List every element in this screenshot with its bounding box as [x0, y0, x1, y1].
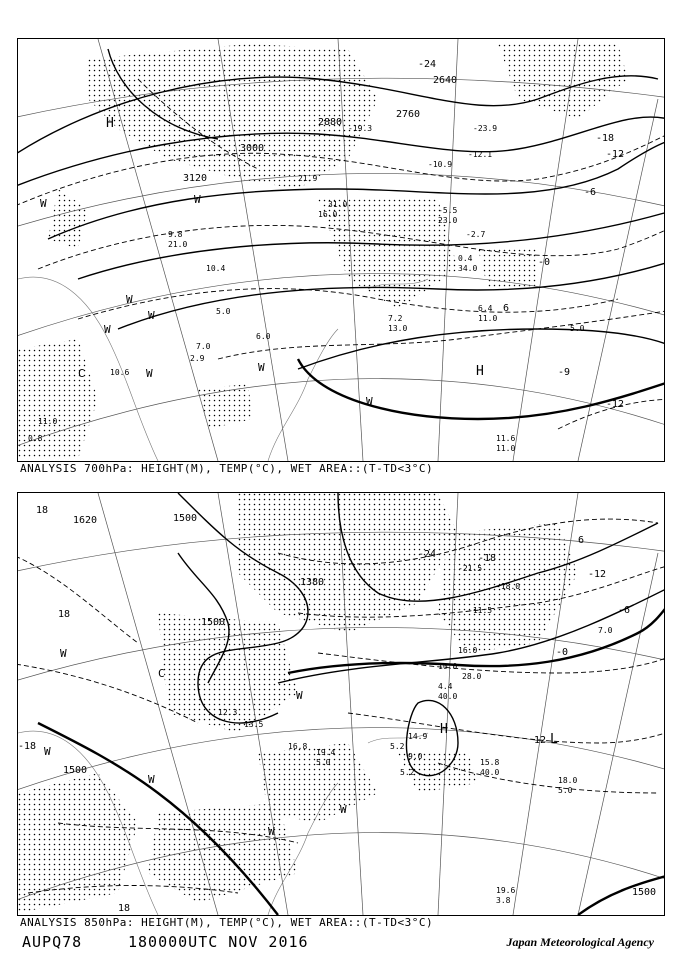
station-value: -11.5	[468, 606, 493, 615]
temp-label: -24	[418, 59, 437, 70]
station-value: 0.4	[458, 254, 473, 263]
caption-850hpa: ANALYSIS 850hPa: HEIGHT(M), TEMP(°C), WET AREA::(T-TD<3°C)	[20, 916, 434, 929]
station-value: 11.0	[478, 314, 498, 323]
station-value: 34.0	[458, 264, 478, 273]
station-value: 4.4	[438, 682, 453, 691]
station-value: 31.0	[328, 200, 348, 209]
warm-symbol: W	[60, 647, 67, 660]
station-value: 5.0	[316, 758, 331, 767]
temp-label: -18	[596, 133, 615, 144]
temp-label: -18	[478, 553, 497, 564]
temp-label: 18	[58, 609, 71, 620]
station-value: 7.0	[196, 342, 211, 351]
cold-symbol: C	[78, 367, 85, 380]
station-value: 19.6	[496, 886, 516, 895]
map-850hpa	[18, 493, 664, 915]
temp-label: -18	[18, 741, 37, 752]
station-value: -18.0	[496, 582, 521, 591]
station-value: 10.6	[110, 368, 130, 377]
station-value: 6.4	[478, 304, 493, 313]
warm-symbol: W	[146, 367, 153, 380]
temp-label: 6	[578, 535, 585, 546]
warm-symbol: W	[148, 773, 155, 786]
temp-label: -12	[588, 569, 607, 580]
station-value: 23.0	[438, 216, 458, 225]
temp-label: -6	[584, 187, 597, 198]
low-pressure-symbol: L	[550, 732, 558, 747]
caption-700hpa: ANALYSIS 700hPa: HEIGHT(M), TEMP(°C), WET AREA::(T-TD<3°C)	[20, 462, 434, 475]
station-value: -2.7	[466, 230, 486, 239]
temp-label: 18	[36, 505, 49, 516]
temp-label: -12	[606, 149, 625, 160]
station-value: 16.0	[458, 646, 478, 655]
station-value: 14.9	[408, 732, 428, 741]
station-value: 40.0	[480, 768, 500, 777]
warm-symbol: W	[44, 745, 51, 758]
station-value: 11.0	[38, 417, 58, 426]
temp-label: 6	[503, 303, 510, 314]
station-value: 21.0	[168, 240, 188, 249]
wet-area-stipple	[18, 44, 628, 459]
station-value: 15.8	[480, 758, 500, 767]
station-value: 9.0	[408, 752, 423, 761]
station-value: 3.8	[496, 896, 511, 905]
height-label: 3000	[240, 143, 265, 154]
station-value: 0.8	[28, 434, 43, 443]
station-value: 10.4	[206, 264, 226, 273]
temp-label: -0	[556, 647, 569, 658]
station-value: 13.0	[388, 324, 408, 333]
station-value: -10.9	[428, 160, 453, 169]
station-value: -12.1	[468, 150, 493, 159]
station-value: 9.8	[168, 230, 183, 239]
station-value: -5.5	[438, 206, 458, 215]
warm-symbol: W	[126, 293, 133, 306]
station-value: 28.0	[462, 672, 482, 681]
temp-label: -0	[538, 257, 551, 268]
station-value: 11.0	[496, 444, 516, 453]
agency-name: Japan Meteorological Agency	[506, 935, 654, 949]
station-value: -19.3	[348, 124, 373, 133]
station-value: 7.2	[388, 314, 403, 323]
height-label: 1500	[201, 617, 226, 628]
station-value: 13.5	[244, 720, 264, 729]
warm-symbol: W	[296, 689, 303, 702]
station-value: 2.9	[190, 354, 205, 363]
station-value: 12.3	[218, 708, 238, 717]
temp-label: -9	[558, 367, 571, 378]
station-value: 11.6	[496, 434, 516, 443]
station-value: 5.0	[570, 324, 585, 333]
height-label: 2760	[396, 109, 421, 120]
height-label: 1500	[173, 513, 198, 524]
station-value: 5.2	[400, 768, 415, 777]
height-label: 2880	[318, 117, 343, 128]
high-pressure-symbol: H	[106, 116, 114, 131]
height-label: 3120	[183, 173, 208, 184]
map-700hpa	[18, 39, 664, 461]
warm-symbol: W	[194, 193, 201, 206]
warm-symbol: W	[148, 309, 155, 322]
station-value: 6.0	[256, 332, 271, 341]
warm-symbol: W	[40, 197, 47, 210]
map-panel-850hpa	[17, 492, 665, 916]
station-value: 5.2	[390, 742, 405, 751]
temp-label: 18	[118, 903, 131, 914]
station-value: 7.0	[598, 626, 613, 635]
station-value: -21.5	[458, 564, 483, 573]
height-label: 1500	[63, 765, 88, 776]
temp-label: -24	[418, 549, 437, 560]
high-pressure-symbol: H	[440, 722, 448, 737]
station-value: 5.0	[558, 786, 573, 795]
station-value: 40.0	[438, 692, 458, 701]
height-label: 1380	[300, 577, 325, 588]
warm-symbol: W	[366, 395, 373, 408]
map-panel-700hpa	[17, 38, 665, 462]
warm-symbol: W	[268, 825, 275, 838]
chart-id: AUPQ78	[22, 933, 83, 951]
height-label: 1500	[632, 887, 657, 898]
station-value: 21.9	[298, 174, 318, 183]
warm-symbol: W	[104, 323, 111, 336]
temp-label: -12	[606, 399, 625, 410]
temp-label: 12	[534, 735, 547, 746]
station-value: -23.9	[473, 124, 498, 133]
valid-time: 180000UTC NOV 2016	[128, 933, 309, 951]
warm-symbol: W	[258, 361, 265, 374]
station-value: 5.0	[216, 307, 231, 316]
station-value: 19.4	[316, 748, 336, 757]
height-label: 2640	[433, 75, 458, 86]
warm-symbol: W	[340, 803, 347, 816]
cold-symbol: C	[158, 667, 165, 680]
high-pressure-symbol: H	[476, 364, 484, 379]
station-value: 10.0	[438, 662, 458, 671]
height-label: 1620	[73, 515, 98, 526]
station-value: 16.0	[318, 210, 338, 219]
station-value: 16.8	[288, 742, 308, 751]
station-value: 18.0	[558, 776, 578, 785]
temp-label: -6	[618, 605, 631, 616]
